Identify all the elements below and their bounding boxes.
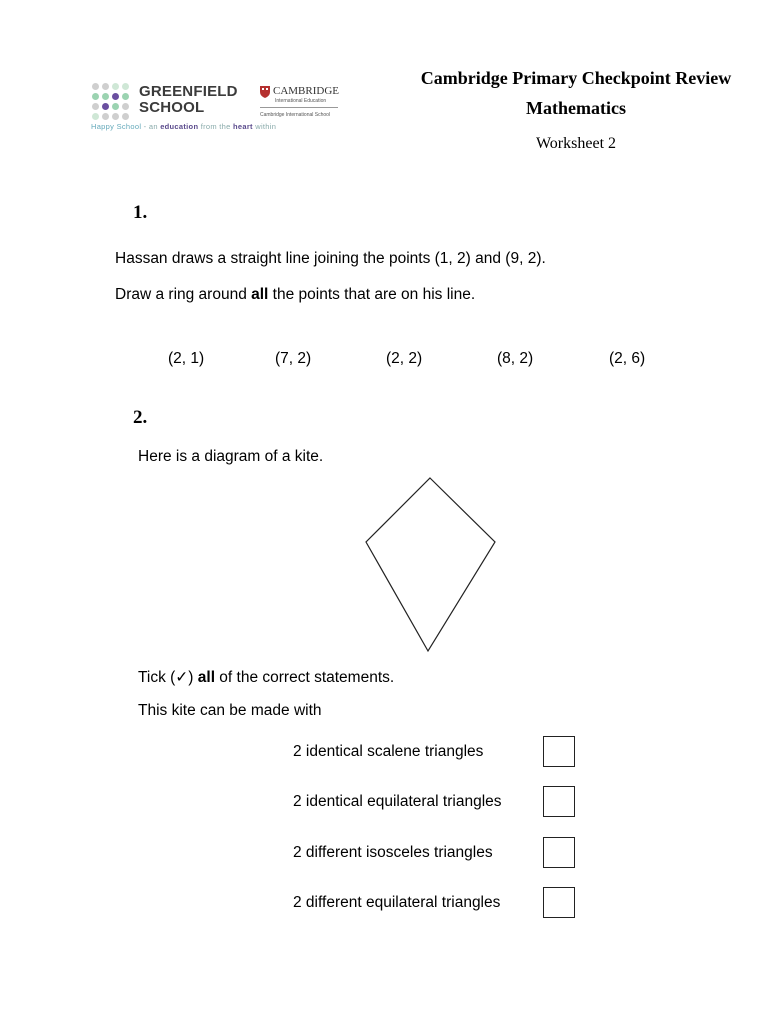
statement-label: 2 identical scalene triangles bbox=[293, 743, 484, 760]
logo-tagline bbox=[91, 122, 276, 131]
question-2-intro: Here is a diagram of a kite. bbox=[138, 448, 324, 465]
logo-dot bbox=[122, 83, 129, 90]
instruction-part: the points that are on his line. bbox=[268, 286, 476, 303]
tick-box[interactable] bbox=[543, 786, 575, 817]
question-1-number: 1. bbox=[133, 202, 148, 223]
cambridge-subtitle: International Education bbox=[275, 98, 327, 104]
logo-dot bbox=[112, 93, 119, 100]
logo-dot bbox=[112, 83, 119, 90]
kite-diagram bbox=[360, 474, 500, 656]
cambridge-name: CAMBRIDGE bbox=[273, 85, 340, 97]
question-2-stem: This kite can be made with bbox=[138, 702, 322, 719]
question-1-text: Hassan draws a straight line joining the points (1, 2) and (9, 2). bbox=[115, 250, 546, 267]
point-option[interactable]: (2, 6) bbox=[609, 350, 646, 367]
logo-dot bbox=[92, 83, 99, 90]
logo-dot bbox=[92, 113, 99, 120]
instruction-part: Draw a ring around bbox=[115, 286, 252, 303]
logo-dot bbox=[102, 103, 109, 110]
point-option[interactable]: (7, 2) bbox=[275, 350, 312, 367]
statement-label: 2 identical equilateral triangles bbox=[293, 793, 502, 810]
instruction-bold: all bbox=[251, 286, 269, 303]
logo-dot bbox=[122, 113, 129, 120]
logo-divider bbox=[260, 107, 338, 108]
logo-dot bbox=[112, 113, 119, 120]
question-2-number: 2. bbox=[133, 407, 148, 428]
instruction-part: of the correct statements. bbox=[215, 669, 395, 686]
tagline-part: within bbox=[252, 122, 277, 131]
tagline-part: Happy School bbox=[91, 122, 142, 131]
logo-dot bbox=[102, 83, 109, 90]
tagline-part: heart bbox=[233, 122, 253, 131]
worksheet-title: Cambridge Primary Checkpoint Review bbox=[420, 68, 732, 88]
statement-label: 2 different equilateral triangles bbox=[293, 894, 501, 911]
tagline-part: education bbox=[160, 122, 199, 131]
logo-dot bbox=[102, 113, 109, 120]
logo-dot bbox=[92, 103, 99, 110]
worksheet-subject: Mathematics bbox=[526, 98, 626, 118]
question-2-tick-instruction bbox=[138, 668, 394, 687]
tick-box[interactable] bbox=[543, 736, 575, 767]
school-name: GREENFIELD SCHOOL bbox=[139, 83, 238, 116]
logo-dot bbox=[112, 103, 119, 110]
point-option[interactable]: (8, 2) bbox=[497, 350, 534, 367]
tagline-part: an bbox=[148, 122, 161, 131]
point-option[interactable]: (2, 1) bbox=[168, 350, 205, 367]
question-1-instruction bbox=[115, 286, 475, 304]
statement-label: 2 different isosceles triangles bbox=[293, 844, 493, 861]
logo-dot bbox=[122, 93, 129, 100]
logo-dot bbox=[102, 93, 109, 100]
cambridge-shield-icon bbox=[260, 86, 270, 98]
worksheet-number: Worksheet 2 bbox=[535, 135, 617, 152]
point-option[interactable]: (2, 2) bbox=[386, 350, 423, 367]
instruction-part: Tick (✓) bbox=[138, 669, 198, 686]
tagline-part: - bbox=[141, 122, 149, 131]
logo-dot bbox=[122, 103, 129, 110]
tick-box[interactable] bbox=[543, 887, 575, 918]
school-logo bbox=[82, 74, 352, 144]
kite-shape bbox=[366, 478, 495, 651]
cambridge-school-label: Cambridge International School bbox=[260, 112, 331, 118]
tick-box[interactable] bbox=[543, 837, 575, 868]
instruction-bold: all bbox=[197, 669, 215, 686]
tagline-part: from the bbox=[198, 122, 234, 131]
logo-dot bbox=[92, 93, 99, 100]
